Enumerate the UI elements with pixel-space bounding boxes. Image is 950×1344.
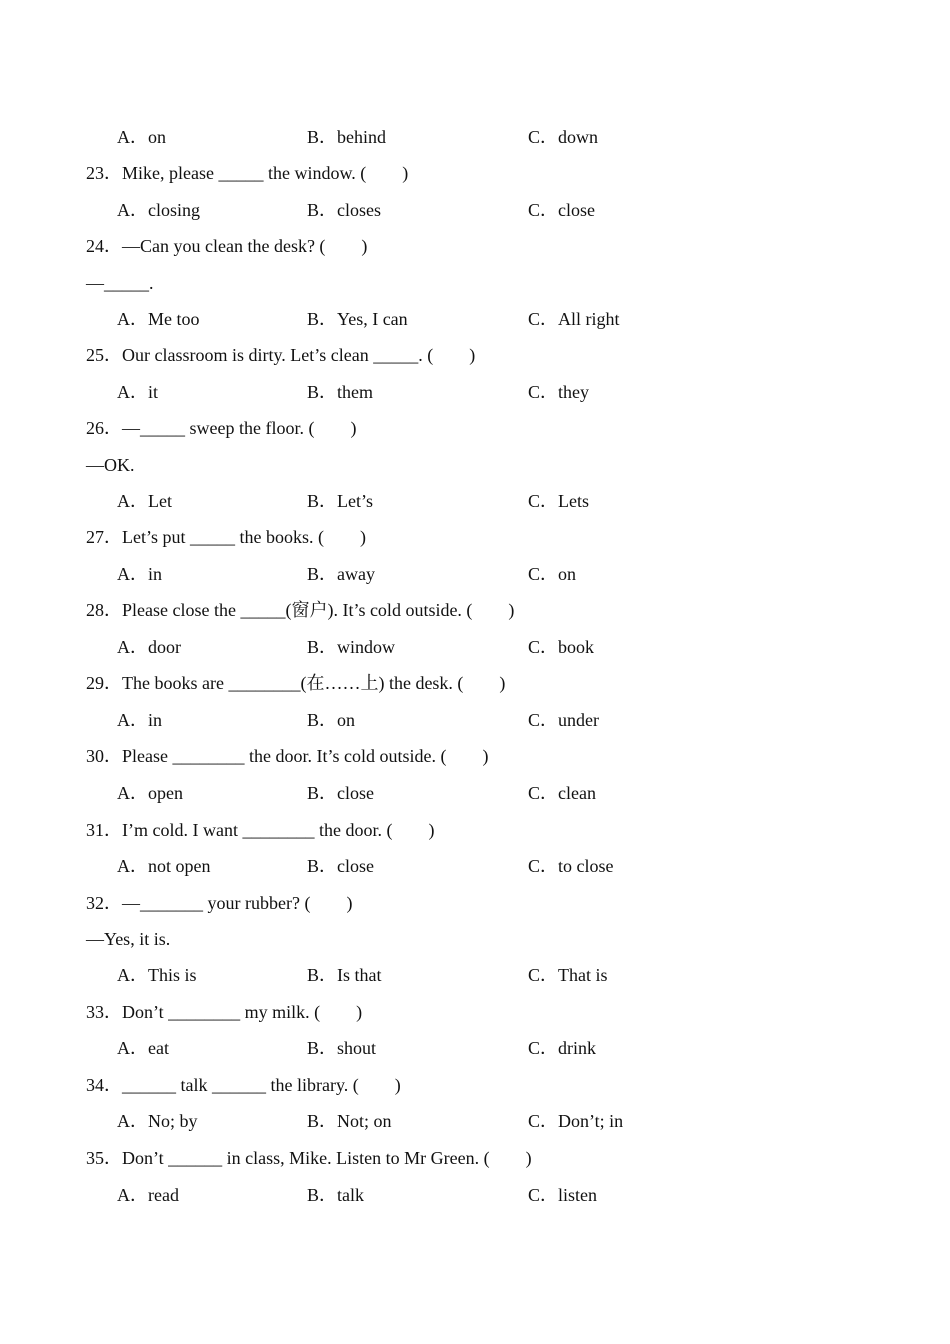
q23-option-c: C．close bbox=[528, 200, 595, 220]
question-29: 29．The books are ________(在……上) the desk. ( ) bbox=[86, 673, 506, 693]
q33-option-a: A．eat bbox=[117, 1038, 169, 1058]
question-31: 31．I’m cold. I want ________ the door. ( ) bbox=[86, 820, 435, 840]
q29-option-b: B．on bbox=[307, 710, 356, 730]
question-26: 26．—_____ sweep the floor. ( ) bbox=[86, 418, 357, 438]
prev-option-b: B．behind bbox=[307, 127, 386, 147]
question-28: 28．Please close the _____(窗户). It’s cold outside. ( ) bbox=[86, 600, 515, 620]
q29-option-a: A．in bbox=[117, 710, 162, 730]
question-35: 35．Don’t ______ in class, Mike. Listen to Mr Green. ( ) bbox=[86, 1148, 532, 1168]
q26-option-a: A．Let bbox=[117, 491, 172, 511]
q34-option-c: C．Don’t; in bbox=[528, 1111, 624, 1131]
q24-option-a: A．Me too bbox=[117, 309, 200, 329]
q29-option-c: C．under bbox=[528, 710, 599, 730]
q30-option-b: B．close bbox=[307, 783, 374, 803]
q33-option-b: B．shout bbox=[307, 1038, 377, 1058]
q27-option-c: C．on bbox=[528, 564, 577, 584]
q28-option-b: B．window bbox=[307, 637, 396, 657]
prev-option-a: A．on bbox=[117, 127, 166, 147]
q27-option-b: B．away bbox=[307, 564, 375, 584]
q25-option-a: A．it bbox=[117, 382, 159, 402]
q32-reply: —Yes, it is. bbox=[86, 929, 171, 949]
q31-option-a: A．not open bbox=[117, 856, 211, 876]
q25-option-c: C．they bbox=[528, 382, 589, 402]
q32-option-b: B．Is that bbox=[307, 965, 382, 985]
q33-option-c: C．drink bbox=[528, 1038, 597, 1058]
q34-option-b: B．Not; on bbox=[307, 1111, 392, 1131]
q30-option-a: A．open bbox=[117, 783, 183, 803]
q31-option-c: C．to close bbox=[528, 856, 614, 876]
question-32: 32．—_______ your rubber? ( ) bbox=[86, 893, 353, 913]
q24-option-c: C．All right bbox=[528, 309, 620, 329]
q32-option-c: C．That is bbox=[528, 965, 608, 985]
question-30: 30．Please ________ the door. It’s cold outside. ( ) bbox=[86, 746, 489, 766]
q26-option-c: C．Lets bbox=[528, 491, 589, 511]
q35-option-c: C．listen bbox=[528, 1185, 598, 1205]
q26-reply: —OK. bbox=[86, 455, 135, 475]
q30-option-c: C．clean bbox=[528, 783, 596, 803]
q35-option-a: A．read bbox=[117, 1185, 179, 1205]
question-23: 23．Mike, please _____ the window. ( ) bbox=[86, 163, 409, 183]
q28-option-c: C．book bbox=[528, 637, 595, 657]
question-25: 25．Our classroom is dirty. Let’s clean _____. ( ) bbox=[86, 345, 476, 365]
q31-option-b: B．close bbox=[307, 856, 374, 876]
q24-option-b: B．Yes, I can bbox=[307, 309, 408, 329]
q26-option-b: B．Let’s bbox=[307, 491, 373, 511]
q32-option-a: A．This is bbox=[117, 965, 197, 985]
q25-option-b: B．them bbox=[307, 382, 373, 402]
question-24: 24．—Can you clean the desk? ( ) bbox=[86, 236, 368, 256]
q27-option-a: A．in bbox=[117, 564, 162, 584]
q34-option-a: A．No; by bbox=[117, 1111, 198, 1131]
q23-option-a: A．closing bbox=[117, 200, 200, 220]
q23-option-b: B．closes bbox=[307, 200, 381, 220]
q28-option-a: A．door bbox=[117, 637, 181, 657]
prev-option-c: C．down bbox=[528, 127, 599, 147]
question-27: 27．Let’s put _____ the books. ( ) bbox=[86, 527, 366, 547]
question-33: 33．Don’t ________ my milk. ( ) bbox=[86, 1002, 363, 1022]
q35-option-b: B．talk bbox=[307, 1185, 364, 1205]
q24-reply: —_____. bbox=[86, 273, 154, 293]
question-34: 34．______ talk ______ the library. ( ) bbox=[86, 1075, 401, 1095]
